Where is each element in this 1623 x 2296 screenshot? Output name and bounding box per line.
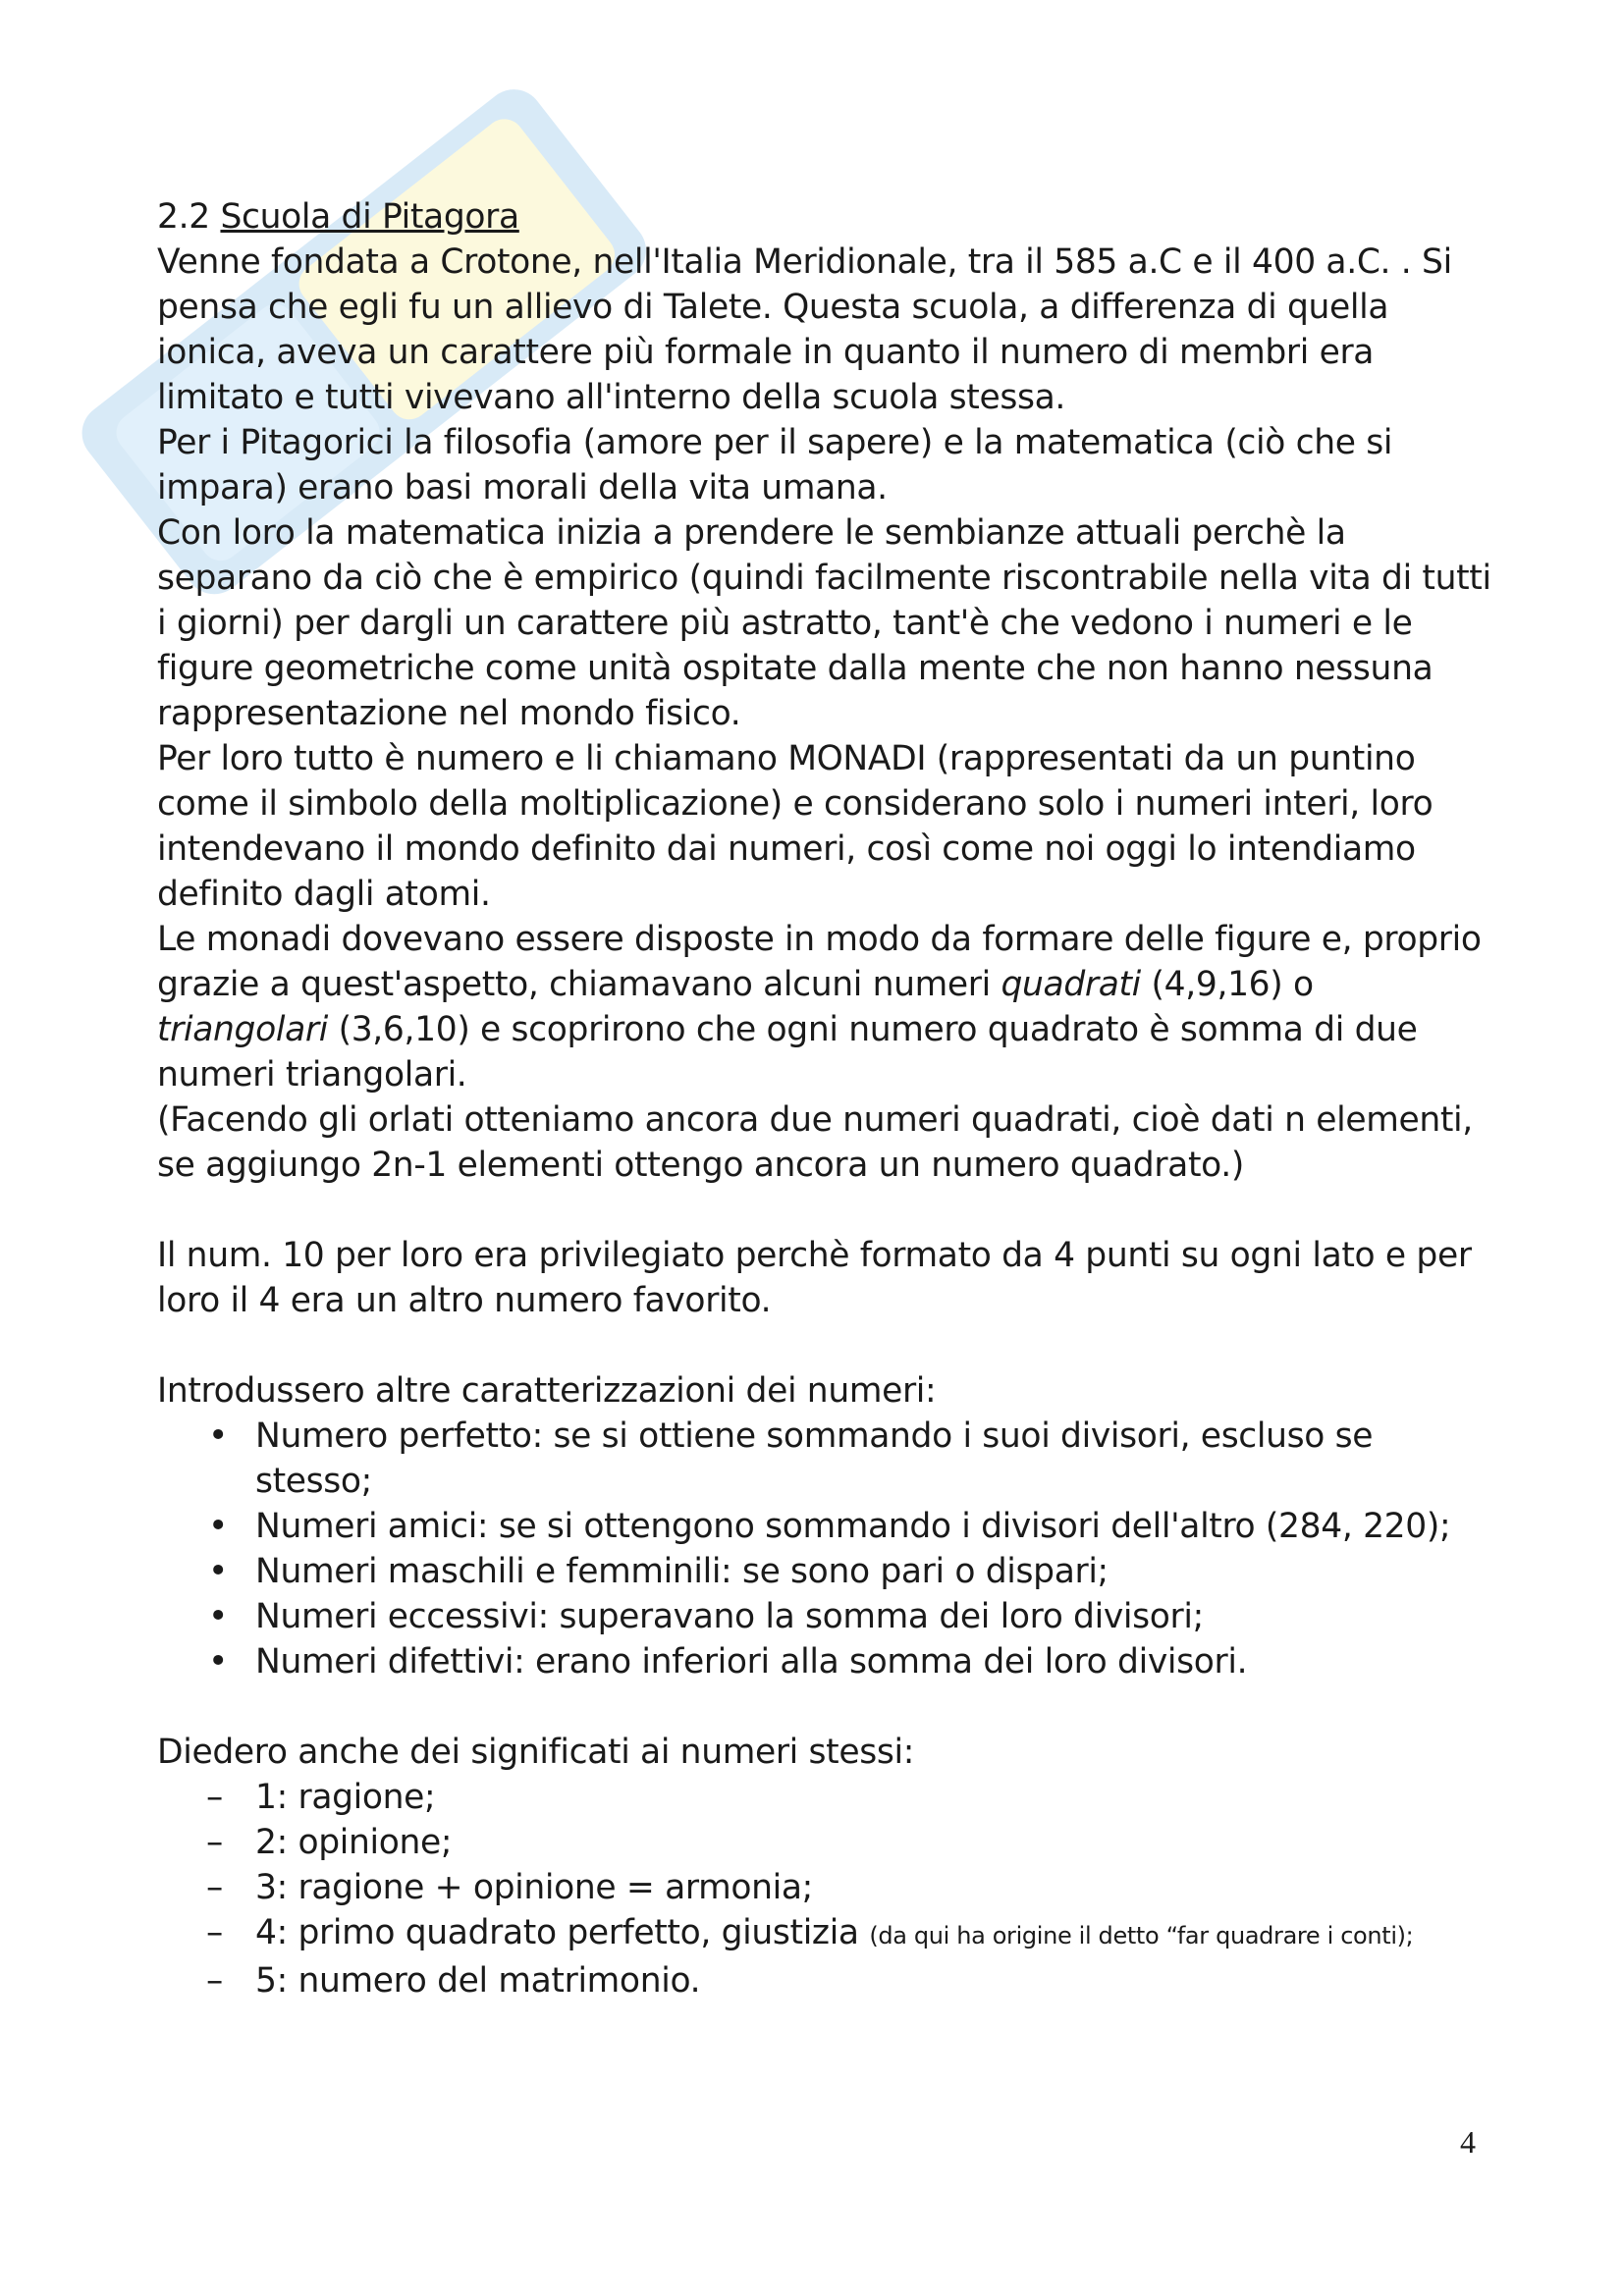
section-number: 2.2: [157, 197, 210, 237]
page-number: 4: [1460, 2124, 1476, 2160]
list-item: [157, 1549, 1492, 1594]
dash-icon: –: [206, 1913, 223, 1952]
list-item: [157, 1504, 1492, 1549]
list-item-text: 3: ragione + opinione = armonia;: [255, 1868, 813, 1907]
monadi-italic-quadrati: quadrati: [1001, 965, 1141, 1004]
list-item: [157, 1639, 1492, 1684]
paragraph-num10: Il num. 10 per loro era privilegiato perchè formato da 4 punti su ogni lato e per loro il 4 era un altro numero favorito.: [157, 1236, 1472, 1320]
caratterizzazioni-intro: Introdussero altre caratterizzazioni dei numeri:: [157, 1371, 937, 1411]
significati-list: [157, 1775, 1492, 2003]
dash-icon: –: [206, 1961, 223, 2001]
spacer: [157, 1188, 1492, 1233]
monadi-text-3: (3,6,10) e scoprirono che ogni numero quadrato è somma di due numeri triangolari.: [157, 1010, 1418, 1095]
bullet-icon: •: [208, 1507, 228, 1546]
paragraph-monadi-figure: [157, 917, 1492, 1097]
dash-icon: –: [206, 1778, 223, 1817]
list-item-text: Numeri eccessivi: superavano la somma dei loro divisori;: [255, 1597, 1204, 1636]
section-heading: [157, 194, 1492, 240]
list-item-text: 4: primo quadrato perfetto, giustizia: [255, 1913, 870, 1952]
list-item-text: Numeri maschili e femminili: se sono pari o dispari;: [255, 1552, 1109, 1591]
list-item-text: Numeri amici: se si ottengono sommando i divisori dell'altro (284, 220);: [255, 1507, 1451, 1546]
list-item: [157, 1910, 1492, 1958]
spacer: [157, 1684, 1492, 1730]
dash-icon: –: [206, 1823, 223, 1862]
list-item-text: 5: numero del matrimonio.: [255, 1961, 701, 2001]
list-item: [157, 1775, 1492, 1820]
list-item-note: (da qui ha origine il detto “far quadrare i conti);: [869, 1922, 1414, 1949]
paragraph-orlati: (Facendo gli orlati otteniamo ancora due numeri quadrati, cioè dati n elementi, se aggiungo 2n-1 elementi ottengo ancora un numero quadrato.): [157, 1100, 1473, 1185]
bullet-icon: •: [208, 1416, 228, 1456]
monadi-text-1: Le monadi dovevano essere disposte in modo da formare delle figure e, proprio grazie a quest'aspetto, chiamavano alcuni numeri: [157, 920, 1482, 1004]
caratterizzazioni-list: [157, 1414, 1492, 1684]
dash-icon: –: [206, 1868, 223, 1907]
list-item-text: 1: ragione;: [255, 1778, 436, 1817]
list-item: [157, 1594, 1492, 1639]
list-item-text: 2: opinione;: [255, 1823, 453, 1862]
bullet-icon: •: [208, 1552, 228, 1591]
paragraph-filosofia: Per i Pitagorici la filosofia (amore per il sapere) e la matematica (ciò che si impara) erano basi morali della vita umana.: [157, 423, 1393, 507]
significati-intro: Diedero anche dei significati ai numeri stessi:: [157, 1733, 914, 1772]
list-item: [157, 1865, 1492, 1910]
monadi-text-2: (4,9,16) o: [1140, 965, 1314, 1004]
monadi-italic-triangolari: triangolari: [157, 1010, 328, 1049]
bullet-icon: •: [208, 1597, 228, 1636]
bullet-icon: •: [208, 1642, 228, 1682]
paragraph-matematica: Con loro la matematica inizia a prendere le sembianze attuali perchè la separano da ciò che è empirico (quindi facilmente riscontrabile nella vita di tutti i giorni) per dargli un carattere più astratto, tant'è che vedono i numeri e le figure geometriche come unità ospitate dalla mente che non hanno nessuna rappresentazione nel mondo fisico.: [157, 513, 1491, 733]
paragraph-crotone: Venne fondata a Crotone, nell'Italia Meridionale, tra il 585 a.C e il 400 a.C. . Si pensa che egli fu un allievo di Talete. Questa scuola, a differenza di quella ionica, aveva un carattere più formale in quanto il numero di membri era limitato e tutti vivevano all'interno della scuola stessa.: [157, 242, 1452, 417]
list-item-text: Numero perfetto: se si ottiene sommando i suoi divisori, escluso se stesso;: [255, 1416, 1374, 1501]
list-item-text: Numeri difettivi: erano inferiori alla somma dei loro divisori.: [255, 1642, 1248, 1682]
list-item: [157, 1414, 1492, 1504]
section-title: Scuola di Pitagora: [220, 197, 519, 237]
spacer: [157, 1323, 1492, 1368]
paragraph-monadi-def: Per loro tutto è numero e li chiamano MONADI (rappresentati da un puntino come il simbolo della moltiplicazione) e considerano solo i numeri interi, loro intendevano il mondo definito dai numeri, così come noi oggi lo intendiamo definito dagli atomi.: [157, 739, 1434, 914]
document-body: [157, 194, 1492, 2003]
list-item: [157, 1820, 1492, 1865]
list-item: [157, 1958, 1492, 2003]
